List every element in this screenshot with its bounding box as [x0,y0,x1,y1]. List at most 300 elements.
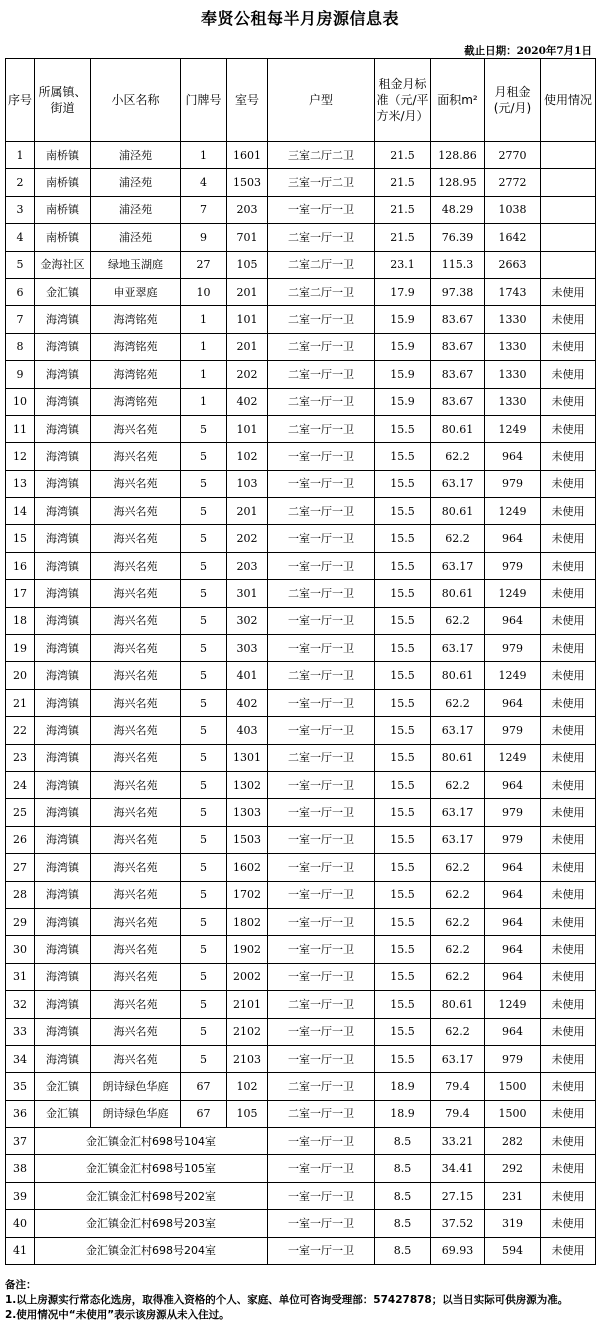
cell-town: 海湾镇 [35,443,91,470]
cell-area: 80.61 [431,662,485,689]
cell-building: 5 [181,799,227,826]
table-body [6,142,596,1265]
header-estate: 小区名称 [91,59,181,142]
header-rent: 月租金(元/月) [485,59,541,142]
cell-building: 5 [181,498,227,525]
cell-layout: 二室一厅一卫 [268,498,375,525]
cell-layout: 二室二厅一卫 [268,278,375,305]
cell-rate: 15.5 [375,771,431,798]
cell-area: 63.17 [431,635,485,662]
cell-town: 海湾镇 [35,635,91,662]
cell-rent: 1249 [485,415,541,442]
cell-rate: 15.9 [375,333,431,360]
cell-estate: 浦泾苑 [91,142,181,169]
table-row [6,1155,596,1182]
cell-building: 1 [181,306,227,333]
cell-layout: 二室一厅一卫 [268,662,375,689]
cell-building: 5 [181,1018,227,1045]
cell-layout: 一室一厅一卫 [268,936,375,963]
table-row [6,881,596,908]
cell-room: 401 [227,662,268,689]
cell-no: 3 [6,196,35,223]
cell-estate: 海兴名苑 [91,525,181,552]
cell-layout: 二室一厅一卫 [268,361,375,388]
cell-area: 80.61 [431,498,485,525]
cell-status: 未使用 [541,1155,596,1182]
cell-town: 海湾镇 [35,361,91,388]
cell-no: 2 [6,169,35,196]
cell-room: 1301 [227,744,268,771]
cell-area: 34.41 [431,1155,485,1182]
cell-no: 22 [6,717,35,744]
table-row [6,251,596,278]
cell-status: 未使用 [541,717,596,744]
cell-rate: 15.5 [375,717,431,744]
cell-no: 31 [6,963,35,990]
cell-town: 南桥镇 [35,196,91,223]
cell-area: 62.2 [431,1018,485,1045]
cell-town: 海湾镇 [35,470,91,497]
cell-no: 34 [6,1045,35,1072]
cell-room: 403 [227,717,268,744]
table-row [6,224,596,251]
table-row [6,744,596,771]
cell-room: 202 [227,525,268,552]
cell-rate: 15.5 [375,826,431,853]
cell-status: 未使用 [541,443,596,470]
cell-rent: 979 [485,717,541,744]
cell-area: 128.86 [431,142,485,169]
cell-address: 金汇镇金汇村698号203室 [35,1210,268,1237]
table-row [6,196,596,223]
cell-rent: 319 [485,1210,541,1237]
cell-rent: 964 [485,881,541,908]
cell-status: 未使用 [541,552,596,579]
cell-layout: 三室一厅二卫 [268,169,375,196]
cell-area: 97.38 [431,278,485,305]
cell-room: 1902 [227,936,268,963]
cell-building: 1 [181,361,227,388]
cell-status [541,224,596,251]
cell-building: 5 [181,525,227,552]
cell-estate: 海兴名苑 [91,607,181,634]
cell-status: 未使用 [541,881,596,908]
cell-area: 83.67 [431,388,485,415]
cell-rent: 964 [485,443,541,470]
table-row [6,1045,596,1072]
table-row [6,415,596,442]
cell-status: 未使用 [541,525,596,552]
cell-area: 69.93 [431,1237,485,1264]
cell-estate: 绿地玉湖庭 [91,251,181,278]
cell-layout: 二室一厅一卫 [268,1100,375,1127]
cell-estate: 海兴名苑 [91,744,181,771]
cell-area: 80.61 [431,580,485,607]
cell-status: 未使用 [541,415,596,442]
cell-estate: 浦泾苑 [91,169,181,196]
cell-status: 未使用 [541,662,596,689]
cell-estate: 海兴名苑 [91,854,181,881]
cell-town: 南桥镇 [35,224,91,251]
cell-room: 1601 [227,142,268,169]
cell-rate: 15.5 [375,552,431,579]
page-title: 奉贤公租每半月房源信息表 [200,9,399,28]
cell-area: 80.61 [431,415,485,442]
cell-layout: 二室一厅一卫 [268,580,375,607]
cell-layout: 一室一厅一卫 [268,826,375,853]
cell-no: 15 [6,525,35,552]
cell-status: 未使用 [541,771,596,798]
cell-address: 金汇镇金汇村698号204室 [35,1237,268,1264]
table-row [6,826,596,853]
cell-rent: 979 [485,552,541,579]
cell-room: 101 [227,306,268,333]
cell-room: 2002 [227,963,268,990]
table-row [6,1018,596,1045]
cell-layout: 二室一厅一卫 [268,388,375,415]
cell-estate: 海兴名苑 [91,443,181,470]
cell-estate: 海兴名苑 [91,662,181,689]
cell-building: 5 [181,936,227,963]
cell-estate: 海兴名苑 [91,799,181,826]
cell-estate: 海兴名苑 [91,498,181,525]
cell-rate: 15.5 [375,525,431,552]
cell-layout: 一室一厅一卫 [268,908,375,935]
cell-rate: 15.5 [375,936,431,963]
cell-estate: 海兴名苑 [91,1018,181,1045]
cell-layout: 二室一厅一卫 [268,306,375,333]
cell-town: 海湾镇 [35,799,91,826]
cell-status: 未使用 [541,1128,596,1155]
cell-building: 5 [181,443,227,470]
cell-rate: 15.5 [375,744,431,771]
table-row [6,142,596,169]
cell-room: 201 [227,278,268,305]
cell-area: 62.2 [431,936,485,963]
cell-status: 未使用 [541,1182,596,1209]
cell-rate: 15.5 [375,470,431,497]
cell-no: 13 [6,470,35,497]
cell-no: 30 [6,936,35,963]
cell-rent: 1249 [485,498,541,525]
cell-area: 83.67 [431,333,485,360]
cell-no: 41 [6,1237,35,1264]
cell-layout: 二室一厅一卫 [268,415,375,442]
cell-area: 83.67 [431,306,485,333]
cell-room: 402 [227,388,268,415]
cell-area: 62.2 [431,881,485,908]
cell-rate: 15.5 [375,498,431,525]
cell-rate: 15.5 [375,991,431,1018]
cell-town: 海湾镇 [35,689,91,716]
cell-layout: 二室一厅一卫 [268,991,375,1018]
cell-area: 62.2 [431,908,485,935]
table-row [6,552,596,579]
cell-town: 海湾镇 [35,580,91,607]
table-row [6,963,596,990]
cell-rate: 18.9 [375,1100,431,1127]
cell-room: 2101 [227,991,268,1018]
cell-status: 未使用 [541,333,596,360]
cell-no: 38 [6,1155,35,1182]
cell-rent: 964 [485,936,541,963]
table-row [6,771,596,798]
cell-layout: 一室一厅一卫 [268,552,375,579]
header-town: 所属镇、街道 [35,59,91,142]
cell-town: 海湾镇 [35,963,91,990]
cell-town: 海湾镇 [35,1045,91,1072]
cell-area: 48.29 [431,196,485,223]
cell-rate: 15.5 [375,1045,431,1072]
cell-room: 102 [227,1073,268,1100]
cell-room: 302 [227,607,268,634]
cell-building: 5 [181,635,227,662]
header-building: 门牌号 [181,59,227,142]
cell-rate: 8.5 [375,1155,431,1182]
cell-rent: 964 [485,854,541,881]
cell-no: 9 [6,361,35,388]
cell-no: 27 [6,854,35,881]
table-row [6,607,596,634]
cell-no: 29 [6,908,35,935]
cell-no: 6 [6,278,35,305]
cell-room: 1702 [227,881,268,908]
cell-rent: 1249 [485,662,541,689]
cell-building: 5 [181,854,227,881]
cell-building: 5 [181,991,227,1018]
cell-status: 未使用 [541,991,596,1018]
cell-building: 5 [181,1045,227,1072]
cell-rent: 964 [485,771,541,798]
cell-building: 5 [181,470,227,497]
cell-building: 1 [181,333,227,360]
table-row [6,799,596,826]
cell-building: 67 [181,1073,227,1100]
cell-town: 海湾镇 [35,936,91,963]
cell-estate: 浦泾苑 [91,196,181,223]
cell-town: 海湾镇 [35,306,91,333]
cell-no: 10 [6,388,35,415]
notes-heading: 备注： [5,1279,37,1291]
cell-status: 未使用 [541,1018,596,1045]
cell-room: 1802 [227,908,268,935]
table-row [6,854,596,881]
cell-building: 9 [181,224,227,251]
cell-building: 5 [181,689,227,716]
cell-estate: 朗诗绿色华庭 [91,1073,181,1100]
table-row [6,388,596,415]
cell-no: 17 [6,580,35,607]
cell-area: 62.2 [431,771,485,798]
cell-town: 海湾镇 [35,415,91,442]
cell-layout: 三室二厅二卫 [268,142,375,169]
cell-status: 未使用 [541,689,596,716]
cell-rent: 964 [485,525,541,552]
table-row [6,278,596,305]
cell-rate: 15.5 [375,854,431,881]
notes [5,1278,597,1323]
cell-rate: 15.5 [375,1018,431,1045]
header-area: 面积m² [431,59,485,142]
cell-rent: 1642 [485,224,541,251]
cell-area: 37.52 [431,1210,485,1237]
cell-area: 62.2 [431,607,485,634]
cell-layout: 一室一厅一卫 [268,1045,375,1072]
cell-town: 海湾镇 [35,826,91,853]
cell-rate: 21.5 [375,196,431,223]
cell-building: 5 [181,415,227,442]
cell-rate: 21.5 [375,224,431,251]
cell-rate: 15.5 [375,607,431,634]
cell-status: 未使用 [541,498,596,525]
cell-no: 36 [6,1100,35,1127]
cell-rent: 1249 [485,580,541,607]
cell-building: 5 [181,552,227,579]
cell-estate: 朗诗绿色华庭 [91,1100,181,1127]
table-row [6,443,596,470]
cell-rate: 18.9 [375,1073,431,1100]
header-room: 室号 [227,59,268,142]
header-layout: 户型 [268,59,375,142]
cell-no: 40 [6,1210,35,1237]
cell-estate: 海兴名苑 [91,991,181,1018]
cell-status: 未使用 [541,278,596,305]
cell-status: 未使用 [541,361,596,388]
cell-rent: 1330 [485,333,541,360]
cell-no: 12 [6,443,35,470]
cell-town: 海湾镇 [35,388,91,415]
cell-layout: 二室一厅一卫 [268,744,375,771]
cell-town: 海湾镇 [35,662,91,689]
table-row [6,936,596,963]
housing-table [5,58,596,1265]
cell-town: 海湾镇 [35,744,91,771]
cell-no: 18 [6,607,35,634]
cell-status: 未使用 [541,470,596,497]
cell-rate: 15.5 [375,881,431,908]
cell-status: 未使用 [541,388,596,415]
cell-rate: 15.5 [375,799,431,826]
cell-no: 37 [6,1128,35,1155]
header-no: 序号 [6,59,35,142]
cell-no: 4 [6,224,35,251]
table-row [6,306,596,333]
cell-room: 201 [227,333,268,360]
cell-building: 1 [181,142,227,169]
cell-layout: 一室一厅一卫 [268,881,375,908]
cell-building: 5 [181,826,227,853]
cell-town: 海湾镇 [35,717,91,744]
cell-rate: 15.5 [375,689,431,716]
cell-estate: 浦泾苑 [91,224,181,251]
cell-estate: 海兴名苑 [91,470,181,497]
cell-layout: 一室一厅一卫 [268,1128,375,1155]
cell-rent: 1330 [485,306,541,333]
cell-rate: 8.5 [375,1237,431,1264]
table-row [6,361,596,388]
cell-estate: 海兴名苑 [91,635,181,662]
cell-room: 201 [227,498,268,525]
cell-area: 79.4 [431,1073,485,1100]
cell-rate: 21.5 [375,142,431,169]
table-row [6,525,596,552]
cell-estate: 申亚翠庭 [91,278,181,305]
cell-layout: 一室一厅一卫 [268,607,375,634]
cell-town: 海湾镇 [35,854,91,881]
cell-rate: 8.5 [375,1210,431,1237]
cell-room: 402 [227,689,268,716]
cell-rate: 15.5 [375,635,431,662]
cell-estate: 海兴名苑 [91,881,181,908]
cell-layout: 一室一厅一卫 [268,443,375,470]
cell-rent: 964 [485,607,541,634]
cell-area: 83.67 [431,361,485,388]
cell-rate: 15.9 [375,361,431,388]
table-row [6,1128,596,1155]
cell-room: 2103 [227,1045,268,1072]
cell-status: 未使用 [541,1045,596,1072]
cell-building: 7 [181,196,227,223]
cell-rate: 15.5 [375,662,431,689]
cell-rate: 23.1 [375,251,431,278]
cell-status [541,169,596,196]
cell-town: 南桥镇 [35,169,91,196]
cell-estate: 海兴名苑 [91,689,181,716]
cell-area: 63.17 [431,826,485,853]
cell-no: 35 [6,1073,35,1100]
cell-rent: 594 [485,1237,541,1264]
cell-no: 23 [6,744,35,771]
cell-room: 103 [227,470,268,497]
cell-building: 5 [181,881,227,908]
cell-estate: 海兴名苑 [91,908,181,935]
table-row [6,1073,596,1100]
cell-rate: 15.5 [375,415,431,442]
cell-no: 20 [6,662,35,689]
cell-status: 未使用 [541,1210,596,1237]
cell-room: 102 [227,443,268,470]
cell-layout: 一室一厅一卫 [268,771,375,798]
cell-area: 62.2 [431,689,485,716]
cell-building: 1 [181,388,227,415]
cell-room: 301 [227,580,268,607]
cell-area: 115.3 [431,251,485,278]
cell-address: 金汇镇金汇村698号105室 [35,1155,268,1182]
cell-rent: 964 [485,1018,541,1045]
cell-room: 1602 [227,854,268,881]
cell-area: 63.17 [431,1045,485,1072]
cell-no: 19 [6,635,35,662]
cell-status: 未使用 [541,1100,596,1127]
cell-layout: 一室一厅一卫 [268,1182,375,1209]
cell-status: 未使用 [541,936,596,963]
cell-no: 24 [6,771,35,798]
table-row [6,1182,596,1209]
cell-address: 金汇镇金汇村698号202室 [35,1182,268,1209]
cell-building: 4 [181,169,227,196]
cell-estate: 海湾铭苑 [91,306,181,333]
cell-no: 1 [6,142,35,169]
cell-rate: 15.9 [375,388,431,415]
cell-area: 27.15 [431,1182,485,1209]
cell-estate: 海湾铭苑 [91,388,181,415]
cell-status: 未使用 [541,635,596,662]
cell-status: 未使用 [541,826,596,853]
table-row [6,580,596,607]
table-row [6,908,596,935]
cell-area: 63.17 [431,552,485,579]
cell-status [541,196,596,223]
